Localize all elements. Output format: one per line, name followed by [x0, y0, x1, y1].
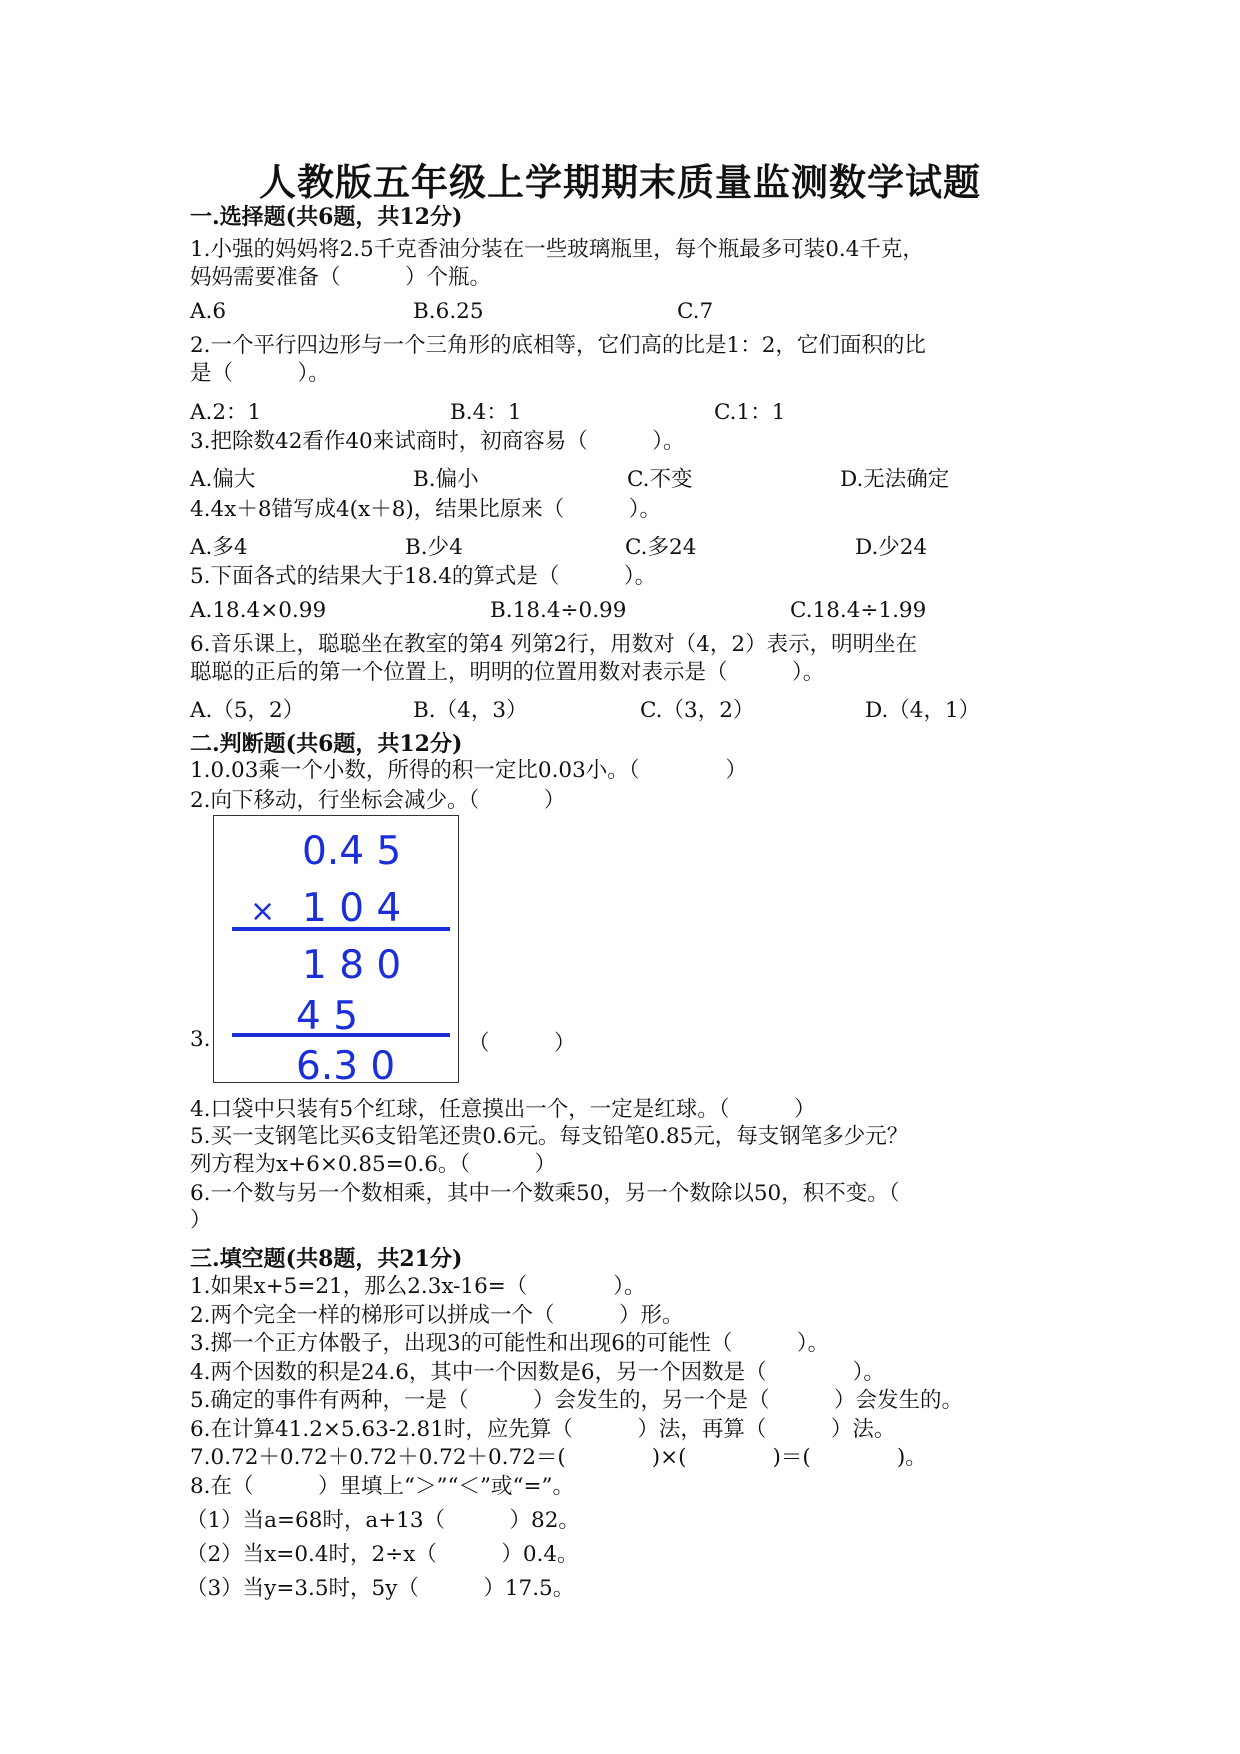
- option-d: D.（4，1）: [865, 698, 981, 723]
- calc-row2: 1 0 4: [302, 886, 402, 931]
- section-heading-choice: 一.选择题(共6题，共12分): [190, 204, 463, 230]
- option-c: C.1：1: [714, 400, 786, 425]
- question-text: 8.在（ ）里填上“＞”“＜”或“=”。: [190, 1474, 574, 1499]
- question-text: 6.音乐课上，聪聪坐在教室的第4 列第2行，用数对（4，2）表示，明明坐在: [190, 632, 918, 657]
- calc-row3: 1 8 0: [302, 943, 402, 988]
- question-text: 列方程为x+6×0.85=0.6。（ ）: [190, 1152, 557, 1177]
- option-c: C.不变: [627, 467, 693, 492]
- option-b: B.（4，3）: [413, 698, 528, 723]
- question-text: 2.一个平行四边形与一个三角形的底相等，它们高的比是1：2，它们面积的比: [190, 333, 926, 358]
- question-text: ）: [190, 1208, 212, 1233]
- calc-row1: 0.4 5: [302, 829, 402, 874]
- question-text: 2.向下移动，行坐标会减少。（ ）: [190, 788, 566, 813]
- calc-row4: 4 5: [296, 994, 359, 1039]
- option-b: B.18.4÷0.99: [490, 598, 627, 623]
- option-a: A.（5，2）: [190, 698, 305, 723]
- question-text: 4.两个因数的积是24.6，其中一个因数是6，另一个因数是（ ）。: [190, 1360, 885, 1385]
- question-text: 4.4x＋8错写成4(x＋8)，结果比原来（ ）。: [190, 497, 662, 522]
- option-c: C.18.4÷1.99: [790, 598, 927, 623]
- option-d: D.少24: [855, 535, 928, 560]
- question-text: 3.掷一个正方体骰子，出现3的可能性和出现6的可能性（ ）。: [190, 1331, 830, 1356]
- question-text: 3.把除数42看作40来试商时，初商容易（ ）。: [190, 429, 685, 454]
- question-text: 1.如果x+5=21，那么2.3x-16=（ ）。: [190, 1274, 646, 1299]
- question-text: 7.0.72＋0.72＋0.72＋0.72＋0.72＝( )×( )＝( )。: [190, 1445, 927, 1470]
- question-text: 5.下面各式的结果大于18.4的算式是（ ）。: [190, 564, 657, 589]
- question-text: 5.买一支钢笔比买6支铅笔还贵0.6元。每支铅笔0.85元，每支钢笔多少元？: [190, 1124, 909, 1149]
- option-c: C.7: [677, 299, 714, 324]
- question-text: 1.小强的妈妈将2.5千克香油分装在一些玻璃瓶里，每个瓶最多可装0.4千克，: [190, 237, 924, 262]
- calc-row5: 6.3 0: [296, 1044, 396, 1084]
- answer-blank: （ ）: [468, 1031, 576, 1056]
- question-text: 妈妈需要准备（ ）个瓶。: [190, 265, 492, 290]
- question-text: 5.确定的事件有两种，一是（ ）会发生的，另一个是（ ）会发生的。: [190, 1388, 964, 1413]
- option-b: B.4：1: [450, 400, 522, 425]
- option-d: D.无法确定: [840, 467, 950, 492]
- question-number: 3.: [190, 1027, 211, 1052]
- section-heading-judge: 二.判断题(共6题，共12分): [190, 731, 463, 757]
- option-a: A.偏大: [190, 467, 256, 492]
- option-a: A.18.4×0.99: [190, 598, 327, 623]
- question-subitem: （1）当a=68时，a+13（ ）82。: [186, 1508, 580, 1533]
- option-c: C.（3，2）: [640, 698, 755, 723]
- option-a: A.6: [190, 299, 227, 324]
- option-b: B.6.25: [413, 299, 484, 324]
- question-text: 6.一个数与另一个数相乘，其中一个数乘50，另一个数除以50，积不变。（: [190, 1181, 900, 1206]
- option-b: B.偏小: [413, 467, 479, 492]
- page-title: 人教版五年级上学期期末质量监测数学试题: [259, 160, 981, 204]
- option-b: B.少4: [405, 535, 463, 560]
- question-subitem: （3）当y=3.5时，5y（ ）17.5。: [186, 1576, 575, 1601]
- section-heading-fill: 三.填空题(共8题，共21分): [190, 1246, 463, 1272]
- option-c: C.多24: [625, 535, 697, 560]
- question-text: 6.在计算41.2×5.63-2.81时，应先算（ ）法，再算（ ）法。: [190, 1417, 896, 1442]
- option-a: A.2：1: [190, 400, 262, 425]
- option-a: A.多4: [190, 535, 248, 560]
- question-subitem: （2）当x=0.4时，2÷x（ ）0.4。: [186, 1542, 579, 1567]
- calc-times-sign: ×: [250, 894, 276, 929]
- multiplication-image: [213, 815, 459, 1083]
- question-text: 2.两个完全一样的梯形可以拼成一个（ ）形。: [190, 1303, 684, 1328]
- question-text: 是（ ）。: [190, 361, 330, 386]
- question-text: 聪聪的正后的第一个位置上，明明的位置用数对表示是（ ）。: [190, 660, 825, 685]
- question-text: 1.0.03乘一个小数，所得的积一定比0.03小。（ ）: [190, 758, 748, 783]
- question-text: 4.口袋中只装有5个红球，任意摸出一个，一定是红球。（ ）: [190, 1097, 816, 1122]
